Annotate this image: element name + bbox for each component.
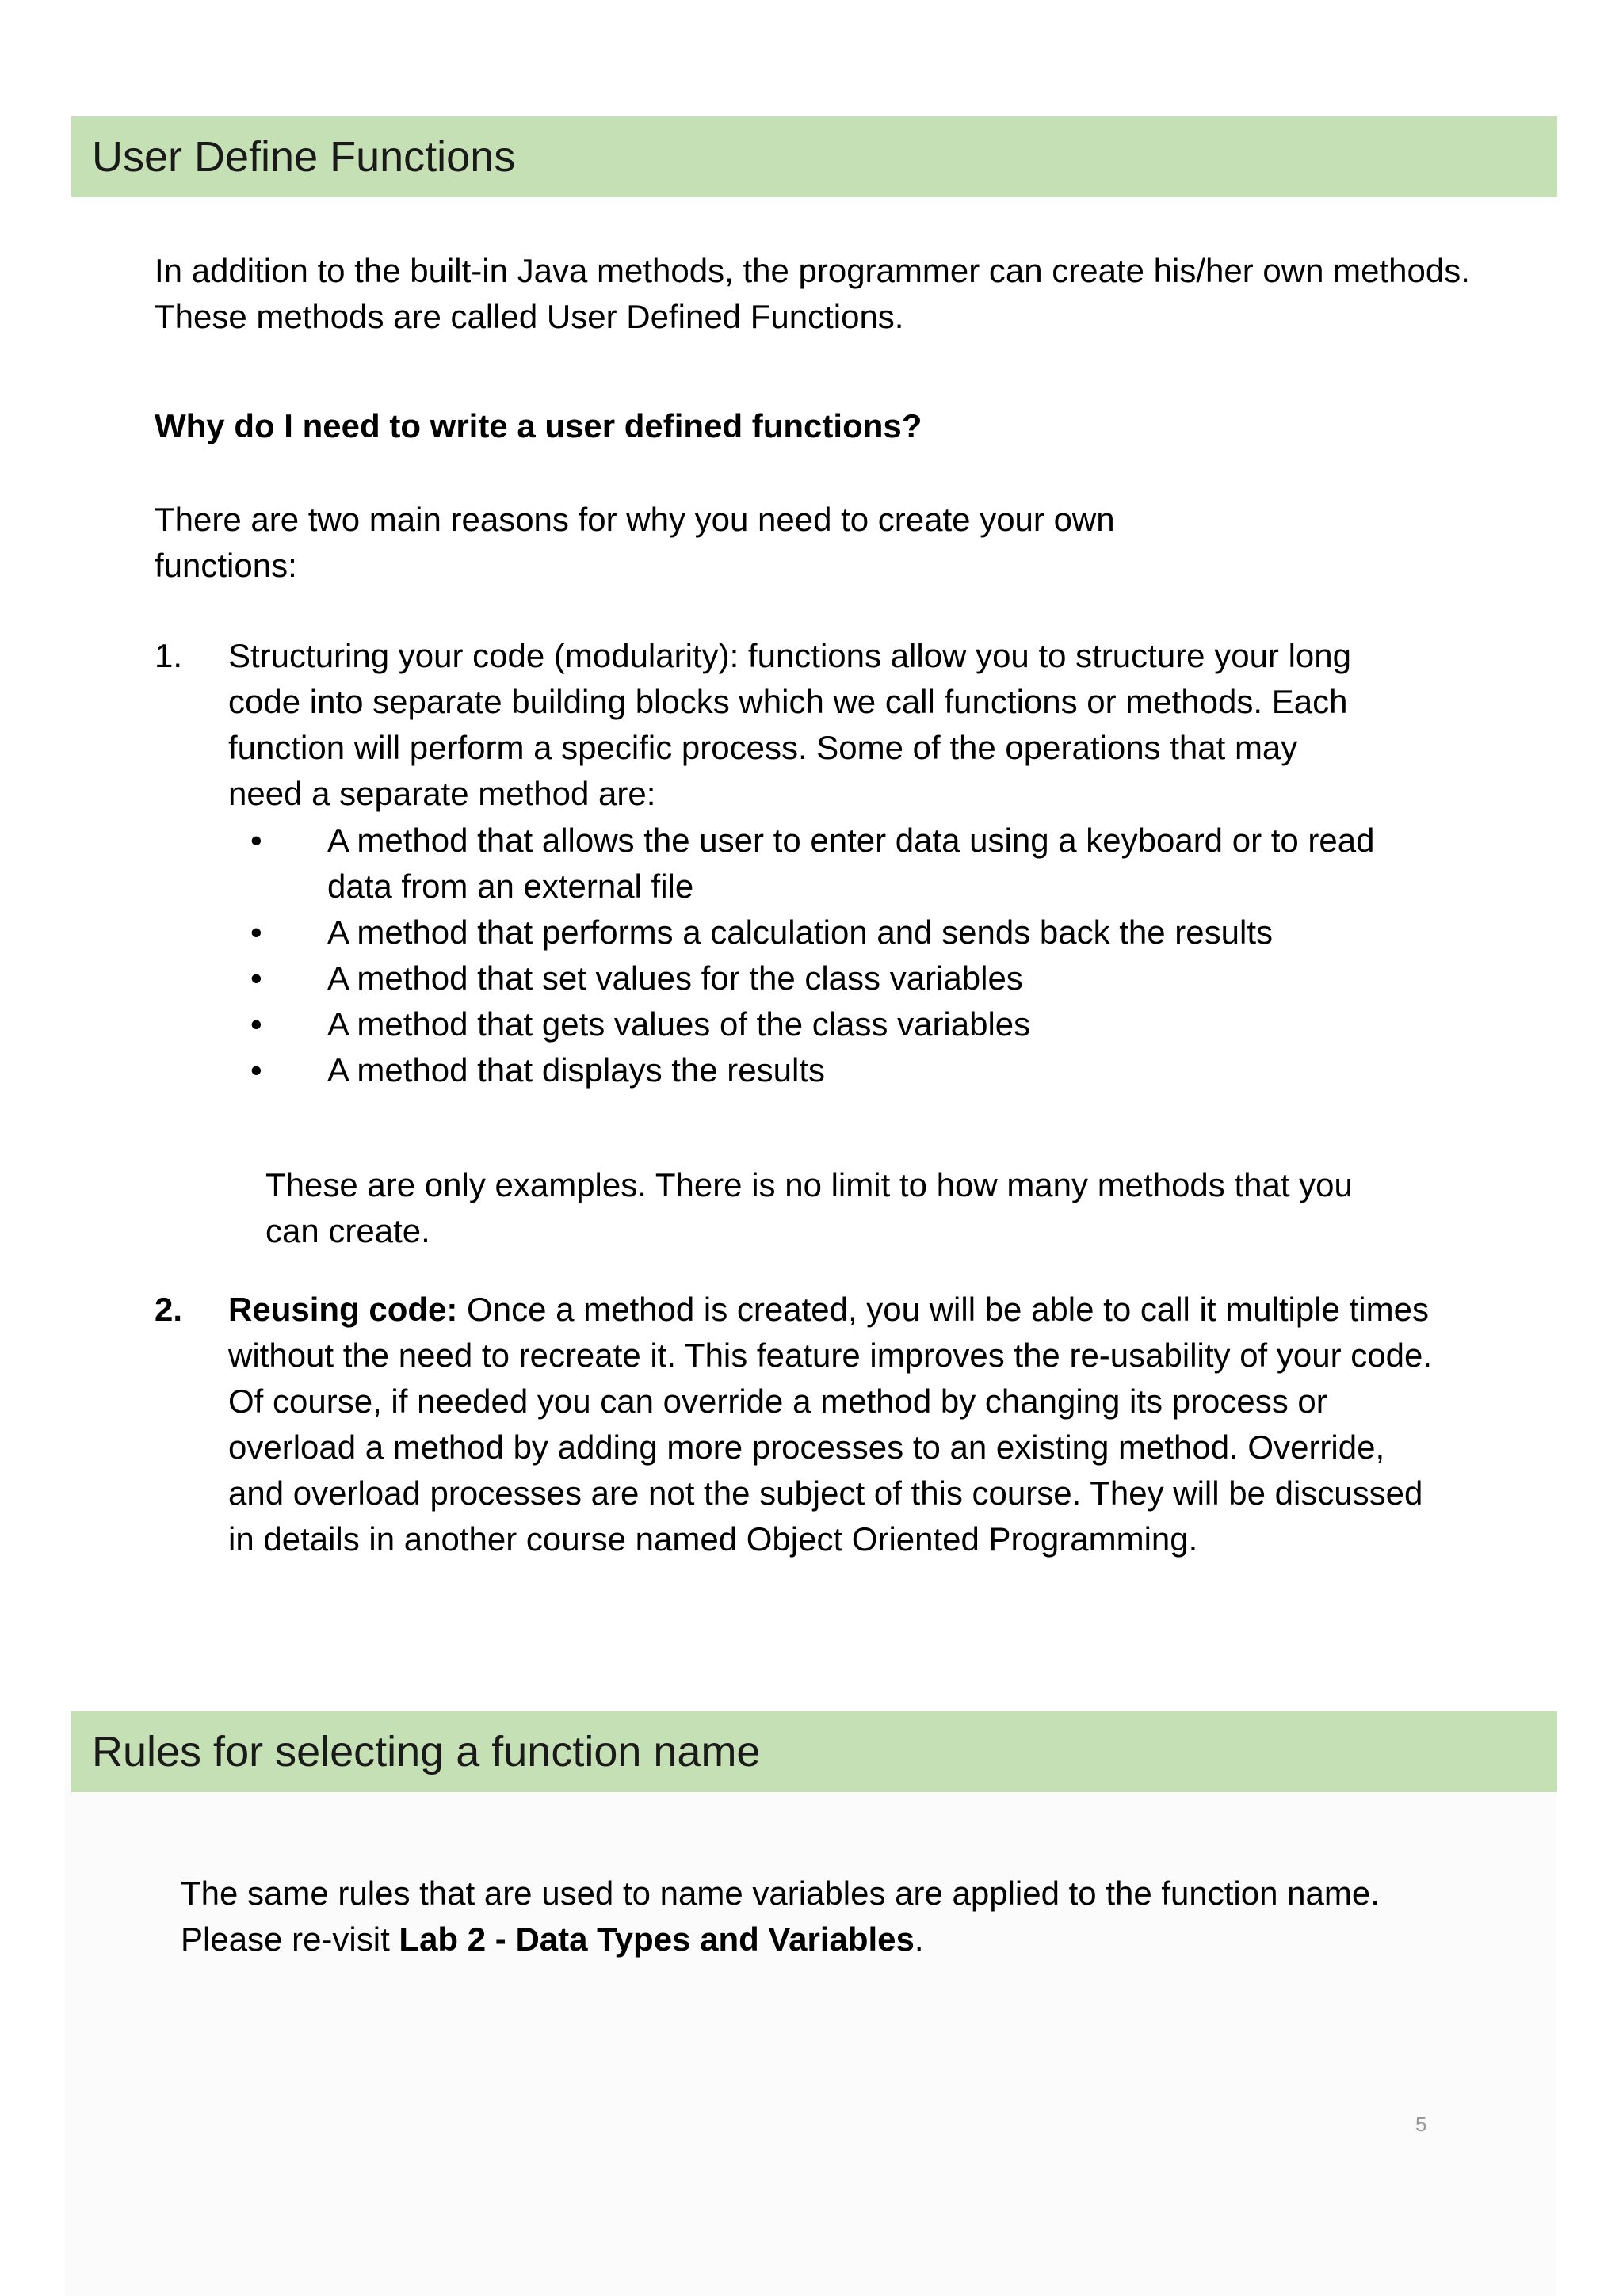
bullet-text: A method that allows the user to enter data using a keyboard or to read data from an external file [327, 822, 1375, 905]
reasons-paragraph: There are two main reasons for why you need to create your own functions: [155, 501, 1115, 584]
bullet-list [228, 818, 1377, 1093]
list-item [228, 955, 1377, 1001]
section-heading-user-define-functions [71, 116, 1557, 197]
rules-paragraph [181, 1871, 1385, 1962]
list-item-2-text [228, 1287, 1433, 1562]
reusing-code-lead: Reusing code: [228, 1291, 458, 1328]
rules-text-after: . [914, 1920, 924, 1958]
section-heading-rules [71, 1711, 1557, 1792]
bullet-text: A method that displays the results [327, 1051, 826, 1089]
list-item [228, 1001, 1377, 1047]
page-number: 5 [1415, 2112, 1427, 2136]
list-item [228, 818, 1377, 910]
intro-paragraph: In addition to the built-in Java methods, the programmer can create his/her own methods. These methods are called User Defined Functions. [155, 252, 1470, 335]
list-item-1-text: Structuring your code (modularity): functions allow you to structure your long code into separate building blocks which we call functions or methods. Each function will perform a specific process. Some of the operations that may need a separate method are: [228, 637, 1351, 812]
bullet-icon: • [250, 1051, 262, 1089]
list-number-1: 1. [155, 637, 183, 674]
examples-note: These are only examples. There is no limit to how many methods that you can create. [265, 1166, 1353, 1249]
bullet-text: A method that performs a calculation and sends back the results [327, 913, 1274, 951]
bullet-icon: • [250, 822, 262, 859]
list-item [228, 1047, 1377, 1093]
section-heading-text: User Define Functions [92, 133, 516, 181]
bullet-text: A method that set values for the class variables [327, 959, 1023, 997]
rules-text-before: The same rules that are used to name variables are applied to the function name. Please re-visit [181, 1875, 1380, 1958]
lab-reference: Lab 2 - Data Types and Variables [399, 1920, 915, 1958]
section-heading-text: Rules for selecting a function name [92, 1728, 761, 1775]
list-item [228, 910, 1377, 955]
reusing-code-body: Once a method is created, you will be able to call it multiple times without the need to recreate it. This feature improves the re-usability of your code. Of course, if needed you can override a method by changing its process or overload a method by adding more processes to an existing method. Override, and overload processes are not the subject of this course. They will be discussed in details in another course named Object Oriented Programming. [228, 1291, 1433, 1558]
bullet-text: A method that gets values of the class variables [327, 1005, 1031, 1043]
question-heading: Why do I need to write a user defined functions? [155, 407, 922, 444]
bullet-icon: • [250, 959, 262, 997]
bullet-icon: • [250, 1005, 262, 1043]
lower-panel-background [65, 1711, 1556, 2296]
bullet-icon: • [250, 913, 262, 951]
list-number-2: 2. [155, 1291, 183, 1328]
